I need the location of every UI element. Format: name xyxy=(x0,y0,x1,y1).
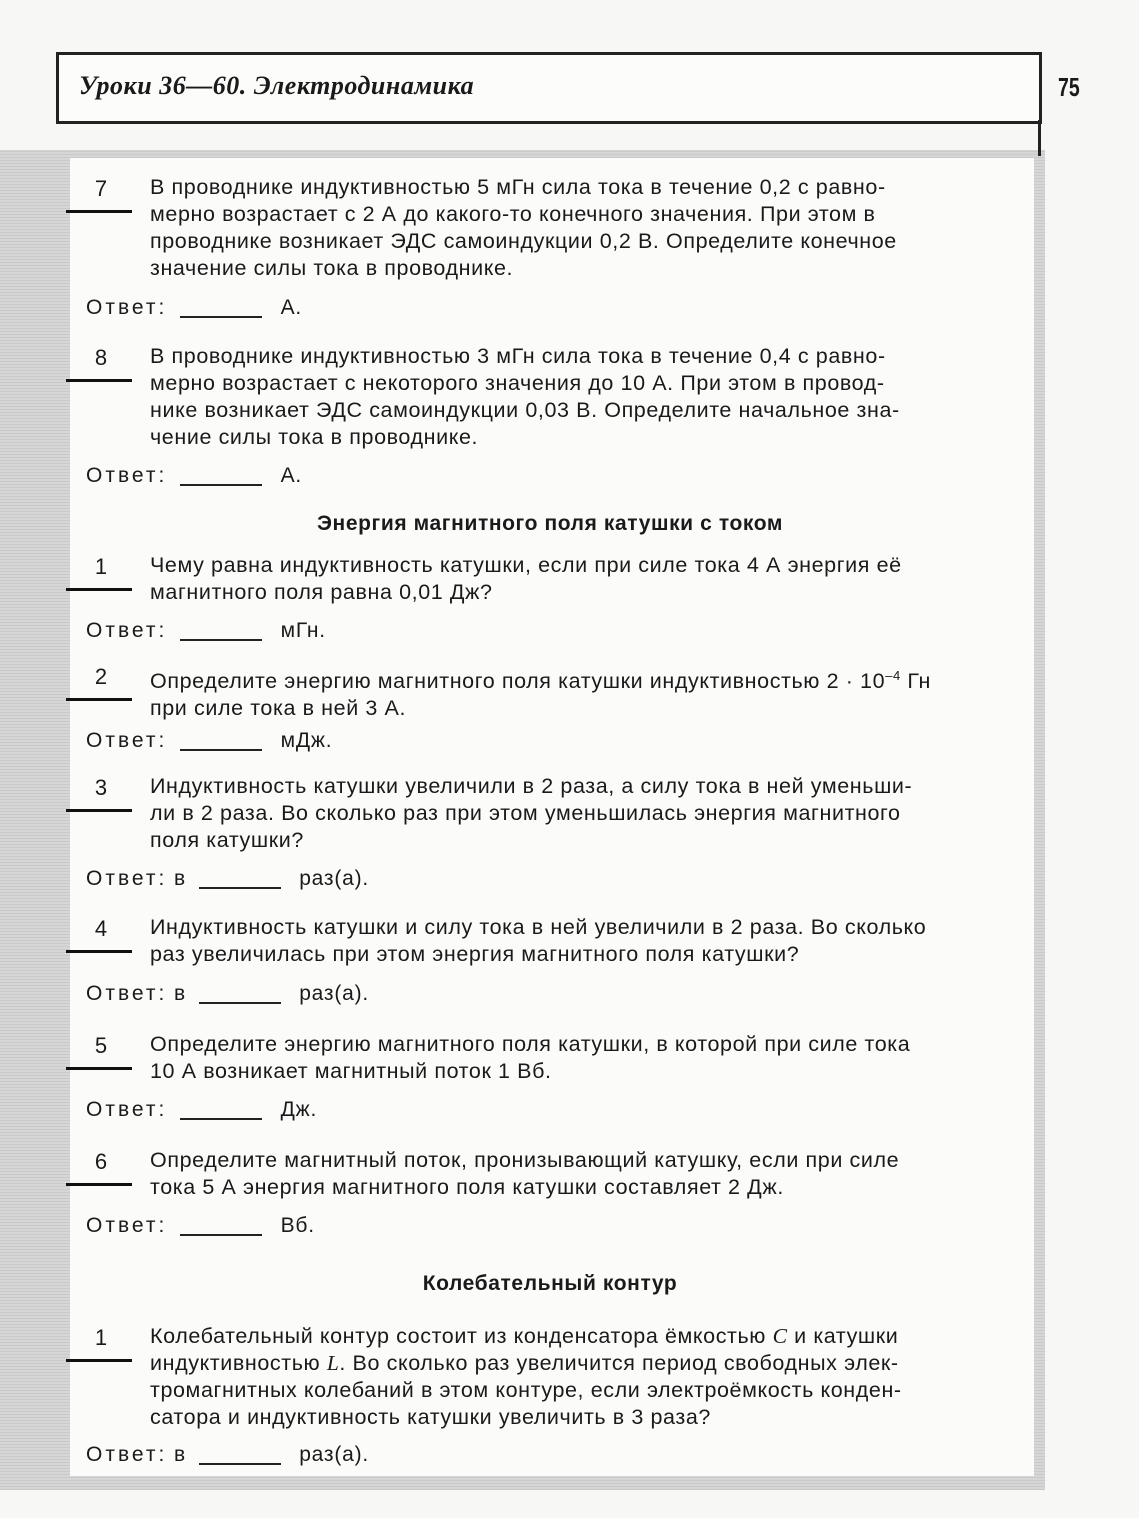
answer-label: Ответ: xyxy=(86,619,168,642)
task-number: 1 xyxy=(94,1325,108,1350)
answer-prefix: в xyxy=(173,982,186,1005)
task-marker xyxy=(66,1183,132,1186)
task-text-part: и катушки индуктивностью xyxy=(150,1324,899,1375)
variable-c: C xyxy=(772,1324,788,1348)
section-title: Колебательный контур xyxy=(422,1272,678,1295)
answer-blank[interactable] xyxy=(180,1118,262,1120)
answer-blank[interactable] xyxy=(180,749,262,751)
task-text xyxy=(150,1323,1020,1431)
answer-line xyxy=(86,296,302,320)
task-marker xyxy=(66,588,132,591)
task-number: 3 xyxy=(94,775,108,800)
task-text: В проводнике индуктивностью 3 мГн сила тока в течение 0,4 с равно- мерно возрастает с некоторого значения до 10 А. При этом в провод- нике возникает ЭДС самоиндукции 0,03 В. Определите начальное зна- чение силы тока в проводнике. xyxy=(150,344,900,449)
task-text-part: Гн при силе тока в ней 3 А. xyxy=(150,669,931,721)
answer-blank[interactable] xyxy=(199,1463,281,1465)
answer-label: Ответ: xyxy=(86,1214,168,1237)
answer-prefix: в xyxy=(173,867,186,890)
task-number: 4 xyxy=(94,916,108,941)
task-marker xyxy=(66,809,132,812)
page-number: 75 xyxy=(1058,72,1080,102)
task-marker xyxy=(66,1359,132,1362)
task-number: 6 xyxy=(94,1149,108,1174)
chapter-title: Уроки 36—60. Электродинамика xyxy=(79,71,475,100)
answer-line xyxy=(86,1214,315,1238)
answer-line xyxy=(86,1098,317,1122)
section-title: Энергия магнитного поля катушки с током xyxy=(317,512,783,535)
answer-unit: А. xyxy=(280,464,303,487)
answer-line xyxy=(86,1443,369,1467)
answer-blank[interactable] xyxy=(199,887,281,889)
exponent: –4 xyxy=(885,668,901,683)
task-marker xyxy=(66,1067,132,1070)
answer-unit: раз(а). xyxy=(299,867,370,890)
answer-blank[interactable] xyxy=(180,316,262,318)
task-text xyxy=(150,662,1020,722)
answer-label: Ответ: xyxy=(86,1443,168,1466)
task-marker xyxy=(66,379,132,382)
answer-unit: Дж. xyxy=(280,1098,318,1121)
chapter-header xyxy=(56,52,1042,124)
answer-blank[interactable] xyxy=(180,639,262,641)
answer-line xyxy=(86,982,369,1006)
answer-unit: мДж. xyxy=(280,729,333,752)
task-number: 1 xyxy=(94,554,108,579)
answer-label: Ответ: xyxy=(86,729,168,752)
task-text-part: . Во сколько раз увеличится период свободных элек- тромагнитных колебаний в этом контуре, если электроёмкость конден- сатора и индуктивность катушки увеличить в 3 раза? xyxy=(150,1351,902,1429)
task-number: 2 xyxy=(94,664,108,689)
answer-unit: раз(а). xyxy=(299,982,370,1005)
task-text: Определите энергию магнитного поля катушки, в которой при силе тока 10 А возникает магнитный поток 1 Вб. xyxy=(150,1032,911,1083)
answer-unit: раз(а). xyxy=(299,1443,370,1466)
answer-label: Ответ: xyxy=(86,464,168,487)
answer-prefix: в xyxy=(173,1443,186,1466)
answer-line xyxy=(86,729,332,753)
answer-label: Ответ: xyxy=(86,867,168,890)
task-marker xyxy=(66,698,132,701)
task-number: 5 xyxy=(94,1033,108,1058)
task-text: Индуктивность катушки увеличили в 2 раза, а силу тока в ней уменьши- ли в 2 раза. Во сколько раз при этом уменьшилась энергия магнитного поля катушки? xyxy=(150,774,913,852)
answer-label: Ответ: xyxy=(86,296,168,319)
answer-blank[interactable] xyxy=(180,1234,262,1236)
answer-line xyxy=(86,867,369,891)
answer-unit: А. xyxy=(280,296,303,319)
task-text: В проводнике индуктивностью 5 мГн сила тока в течение 0,2 с равно- мерно возрастает с 2 А до какого-то конечного значения. При этом в проводнике возникает ЭДС самоиндукции 0,2 В. Определите конечное значение силы тока в проводнике. xyxy=(150,175,897,280)
answer-line xyxy=(86,619,326,643)
variable-l: L xyxy=(326,1351,340,1375)
task-number: 7 xyxy=(94,176,108,201)
task-text-part: Определите энергию магнитного поля катушки индуктивностью 2 · 10 xyxy=(150,669,886,694)
task-text: Определите магнитный поток, пронизывающий катушку, если при силе тока 5 А энергия магнитного поля катушки составляет 2 Дж. xyxy=(150,1148,900,1199)
task-text: Индуктивность катушки и силу тока в ней увеличили в 2 раза. Во сколько раз увеличилась при этом энергия магнитного поля катушки? xyxy=(150,915,927,966)
task-text-part: Колебательный контур состоит из конденсатора ёмкостью xyxy=(150,1324,773,1348)
answer-blank[interactable] xyxy=(180,484,262,486)
task-number: 8 xyxy=(94,345,108,370)
answer-line xyxy=(86,464,302,488)
answer-label: Ответ: xyxy=(86,1098,168,1121)
answer-unit: Вб. xyxy=(280,1214,315,1237)
answer-blank[interactable] xyxy=(199,1002,281,1004)
task-text: Чему равна индуктивность катушки, если при силе тока 4 А энергия её магнитного поля равна 0,01 Дж? xyxy=(150,553,902,604)
header-divider xyxy=(1038,120,1041,156)
answer-unit: мГн. xyxy=(280,619,326,642)
task-marker xyxy=(66,950,132,953)
task-marker xyxy=(66,210,132,213)
answer-label: Ответ: xyxy=(86,982,168,1005)
